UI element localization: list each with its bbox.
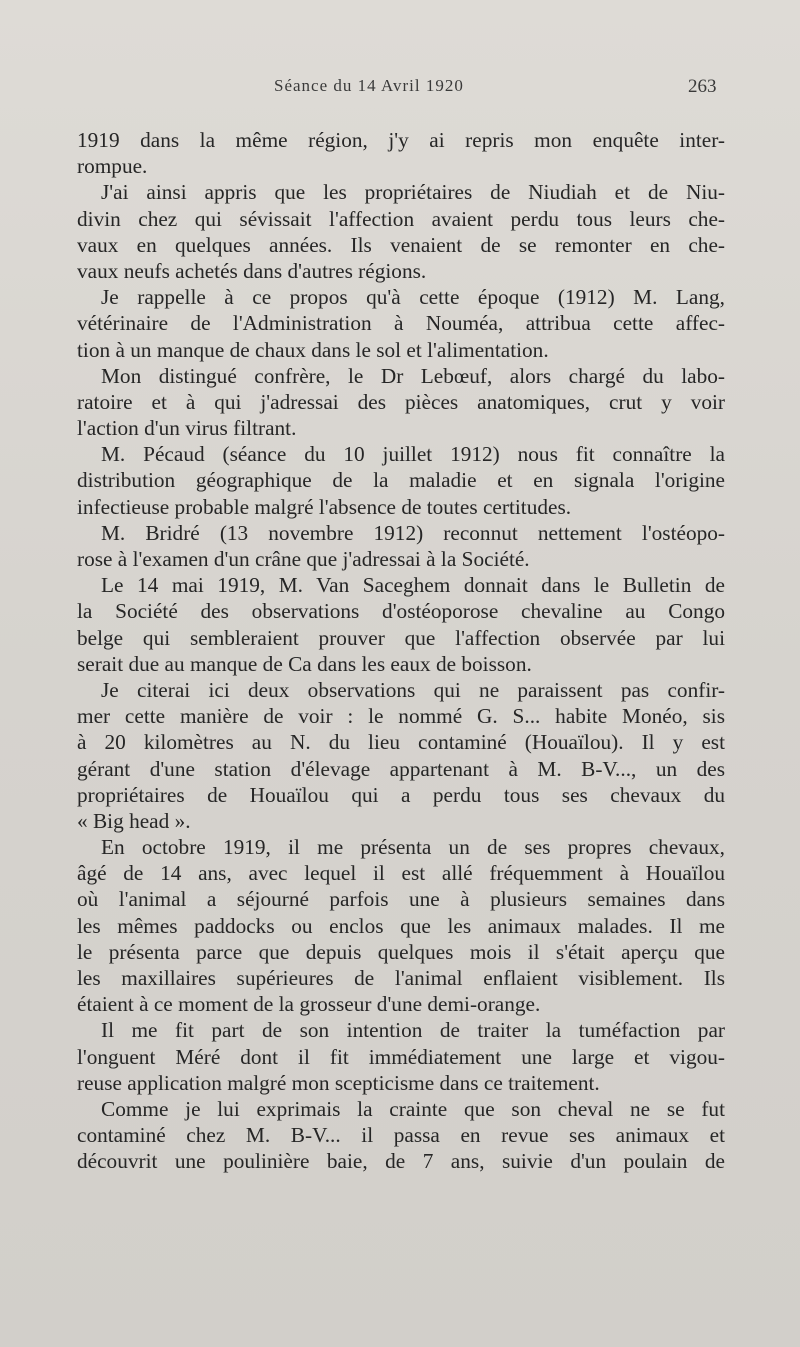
text-line: Comme je lui exprimais la crainte que son cheval ne se fut [101,1096,725,1121]
text-line: reuse application malgré mon scepticisme dans ce traitement. [77,1070,600,1095]
text-line: propriétaires de Houaïlou qui a perdu tous ses chevaux du [77,782,725,807]
text-line: belge qui sembleraient prouver que l'affection observée par lui [77,625,725,650]
page-header [0,76,800,104]
page-number: 263 [688,76,717,97]
text-line: âgé de 14 ans, avec lequel il est allé fréquemment à Houaïlou [77,861,725,886]
text-line: rompue. [77,154,148,179]
text-line: tion à un manque de chaux dans le sol et l'alimentation. [77,337,549,362]
text-line: M. Bridré (13 novembre 1912) reconnut nettement l'ostéopo- [101,520,725,545]
text-line: infectieuse probable malgré l'absence de toutes certitudes. [77,494,572,519]
text-line: découvrit une poulinière baie, de 7 ans, suivie d'un poulain de [77,1149,725,1174]
text-line: vaux en quelques années. Ils venaient de se remonter en che- [77,232,725,257]
text-line: Mon distingué confrère, le Dr Lebœuf, alors chargé du labo- [101,363,725,388]
text-line: divin chez qui sévissait l'affection avaient perdu tous leurs che- [77,206,725,231]
running-head: Séance du 14 Avril 1920 [274,76,464,95]
text-line: l'action d'un virus filtrant. [77,416,297,441]
text-line: gérant d'une station d'élevage appartenant à M. B-V..., un des [77,756,725,781]
text-line: En octobre 1919, il me présenta un de ses propres chevaux, [101,835,725,860]
text-line: contaminé chez M. B-V... il passa en revue ses animaux et [77,1123,725,1148]
text-line: rose à l'examen d'un crâne que j'adressai à la Société. [77,547,530,571]
text-line: les mêmes paddocks ou enclos que les animaux malades. Il me [77,913,725,938]
text-line: Il me fit part de son intention de traiter la tuméfaction par [101,1018,725,1043]
text-line: distribution géographique de la maladie et en signala l'origine [77,468,725,493]
text-line: le présenta parce que depuis quelques mois il s'était aperçu que [77,939,725,964]
text-line: ratoire et à qui j'adressai des pièces anatomiques, crut y voir [77,389,725,414]
text-line: étaient à ce moment de la grosseur d'une demi-orange. [77,992,541,1017]
text-line: 1919 dans la même région, j'y ai repris mon enquête inter- [77,128,725,152]
text-line: Je rappelle à ce propos qu'à cette époque (1912) M. Lang, [101,285,725,310]
text-line: « Big head ». [77,808,191,833]
text-line: Le 14 mai 1919, M. Van Saceghem donnait dans le Bulletin de [101,573,725,598]
text-line: M. Pécaud (séance du 10 juillet 1912) nous fit connaître la [101,442,725,467]
text-line: les maxillaires supérieures de l'animal enflaient visiblement. Ils [77,966,725,990]
text-line: vétérinaire de l'Administration à Nouméa, attribua cette affec- [77,311,725,336]
text-line: Je citerai ici deux observations qui ne paraissent pas confir- [101,677,725,702]
text-line: vaux neufs achetés dans d'autres régions. [77,258,427,283]
body-text [77,127,725,1175]
text-line: l'onguent Méré dont il fit immédiatement une large et vigou- [77,1044,725,1069]
text-line: serait due au manque de Ca dans les eaux de boisson. [77,651,532,676]
text-line: J'ai ainsi appris que les propriétaires de Niudiah et de Niu- [101,180,725,205]
text-line: mer cette manière de voir : le nommé G. S... habite Monéo, sis [77,704,725,729]
text-line: où l'animal a séjourné parfois une à plusieurs semaines dans [77,887,725,912]
text-line: la Société des observations d'ostéoporose chevaline au Congo [77,599,725,624]
text-line: à 20 kilomètres au N. du lieu contaminé (Houaïlou). Il y est [77,730,725,755]
